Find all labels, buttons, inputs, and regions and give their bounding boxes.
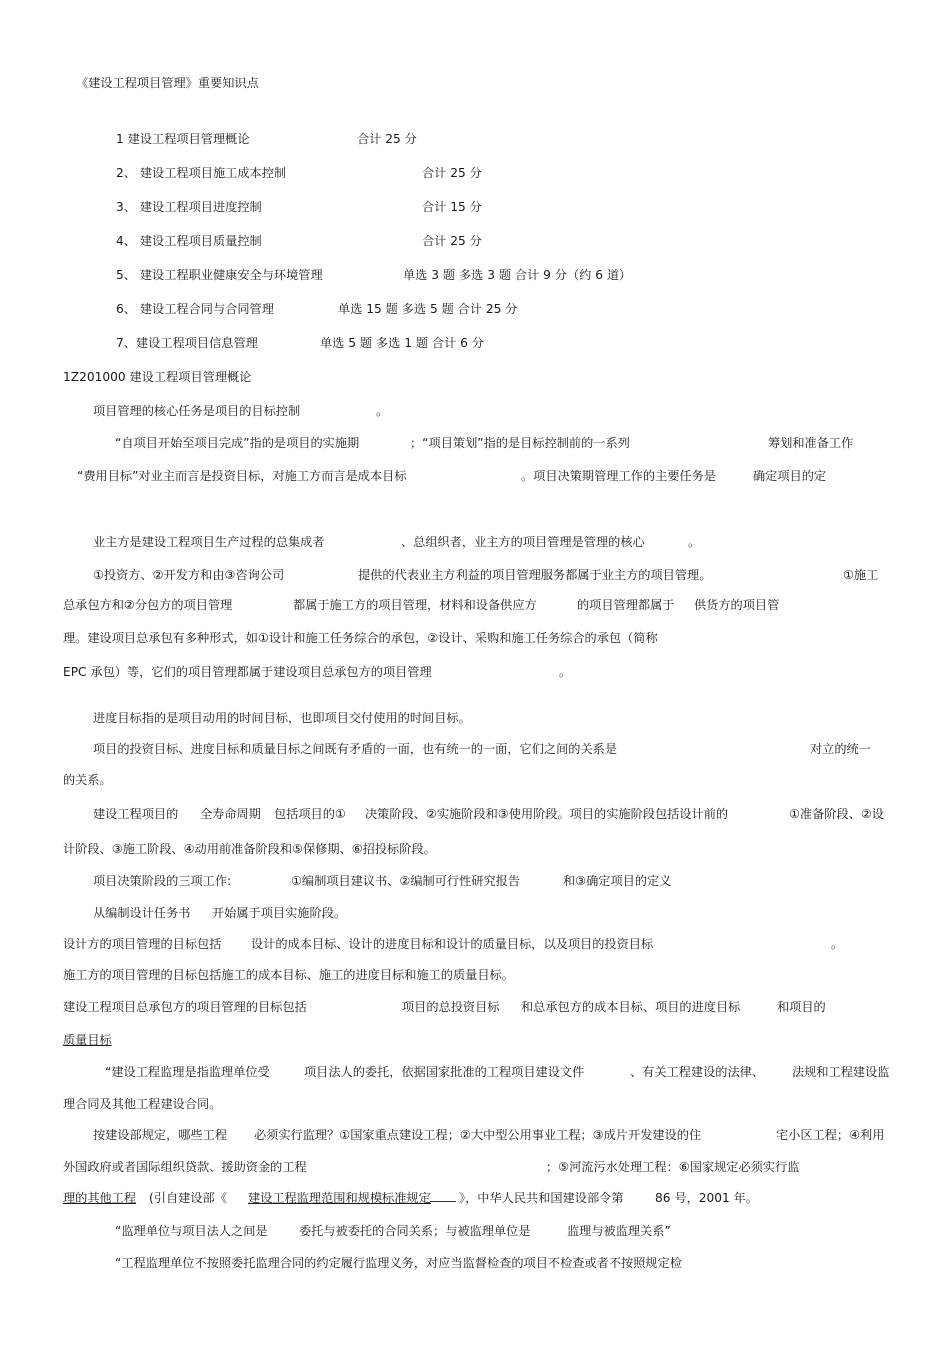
toc-item-score: 单选 15 题 多选 5 题 合计 25 分 (338, 302, 518, 316)
toc-item-label: 2、 建设工程项目施工成本控制 (116, 166, 287, 180)
section-heading: 1Z201000 建设工程项目管理概论 (63, 370, 252, 384)
toc-item-score: 单选 3 题 多选 3 题 合计 9 分（约 6 道） (403, 268, 632, 282)
paragraph-schedule-target: 进度目标指的是项目动用的时间目标，也即项目交付使用的时间目标。 (93, 711, 471, 725)
toc-item-label: 1 建设工程项目管理概论 (116, 132, 250, 146)
toc-item-score: 合计 25 分 (422, 234, 482, 248)
paragraph-supervision-liability: “工程监理单位不按照委托监理合同的约定履行监理义务，对应当监督检查的项目不检查或者不按照规定检 (115, 1256, 682, 1270)
paragraph-contractor-goals: 施工方的项目管理的目标包括施工的成本目标、施工的进度目标和施工的质量目标。 (63, 968, 514, 982)
toc-item-score: 合计 25 分 (422, 166, 482, 180)
toc-item-score: 合计 25 分 (357, 132, 417, 146)
toc-item-label: 3、 建设工程项目进度控制 (116, 200, 262, 214)
toc-item-label: 6、 建设工程合同与合同管理 (116, 302, 274, 316)
toc-item-score: 单选 5 题 多选 1 题 合计 6 分 (320, 336, 484, 350)
toc-item-label: 7、建设工程项目信息管理 (116, 336, 258, 350)
document-title: 《建设工程项目管理》重要知识点 (76, 76, 259, 90)
toc-item-label: 4、 建设工程项目质量控制 (116, 234, 262, 248)
underline-blank (430, 1190, 456, 1202)
toc-item-label: 5、 建设工程职业健康安全与环境管理 (116, 268, 323, 282)
toc-item-score: 合计 15 分 (422, 200, 482, 214)
